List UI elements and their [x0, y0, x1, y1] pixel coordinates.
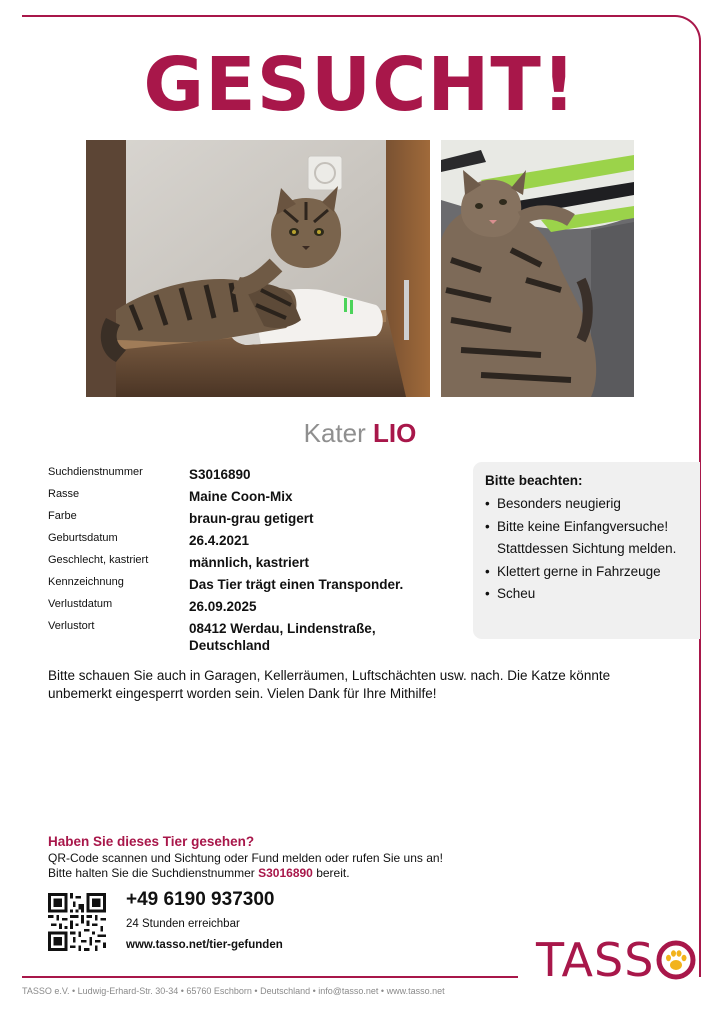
contact-section	[48, 833, 508, 881]
page-frame-bottom-line	[22, 976, 518, 978]
detail-label: Verlustdatum	[48, 598, 113, 610]
detail-row-breed	[48, 486, 468, 508]
detail-label: Verlustort	[48, 620, 95, 632]
detail-label: Rasse	[48, 488, 80, 500]
pet-kind: Kater	[303, 418, 366, 448]
detail-label: Geburtsdatum	[48, 532, 118, 544]
tasso-logo-text: TASS	[536, 933, 655, 987]
detail-label: Kennzeichnung	[48, 576, 124, 588]
pet-name	[0, 418, 720, 448]
phone-number[interactable]: +49 6190 937300	[126, 889, 275, 910]
appeal-text: Bitte schauen Sie auch in Garagen, Kellerräumen, Luftschächten usw. nach. Die Katze könnte unbemerkt eingesperrt worden sein. Vielen Dank für Ihre Mithilfe!	[48, 668, 611, 701]
cat-photo-blanket	[441, 140, 634, 397]
detail-value: braun-grau getigert	[189, 511, 314, 526]
detail-row-search-number	[48, 464, 468, 486]
detail-value: S3016890	[189, 467, 251, 482]
notice-list	[485, 493, 700, 606]
cat-photo-shelf	[86, 140, 430, 397]
detail-value: 26.4.2021	[189, 533, 250, 548]
detail-row-sex	[48, 552, 468, 574]
found-pet-link[interactable]: www.tasso.net/tier-gefunden	[126, 939, 283, 951]
notice-title: Bitte beachten:	[485, 473, 583, 488]
detail-row-identification	[48, 574, 468, 596]
contact-line-2	[48, 866, 508, 881]
details-table	[48, 464, 468, 662]
pet-name-value: LIO	[373, 418, 417, 448]
contact-line-2-after: bereit.	[312, 866, 350, 880]
notice-item: • Besonders neugierig	[485, 493, 700, 516]
headline: GESUCHT!	[143, 42, 577, 128]
tasso-logo	[536, 933, 697, 987]
notice-box	[473, 462, 700, 639]
notice-item: • Klettert gerne in Fahrzeuge	[485, 561, 700, 584]
detail-row-color	[48, 508, 468, 530]
detail-value: 26.09.2025	[189, 599, 257, 614]
detail-label: Geschlecht, kastriert	[48, 554, 149, 566]
detail-label: Suchdienstnummer	[48, 466, 143, 478]
notice-item: • Bitte keine Einfangversuche! Stattdessen Sichtung melden.	[485, 516, 700, 561]
contact-line-1: QR-Code scannen und Sichtung oder Fund melden oder rufen Sie uns an!	[48, 851, 443, 865]
detail-value: Maine Coon-Mix	[189, 489, 293, 504]
detail-row-loss-date	[48, 596, 468, 618]
detail-row-birthdate	[48, 530, 468, 552]
detail-label: Farbe	[48, 510, 77, 522]
contact-line-2-before: Bitte halten Sie die Suchdienstnummer	[48, 866, 259, 880]
paw-icon	[655, 939, 697, 981]
footer-address: TASSO e.V. • Ludwig-Erhard-Str. 30-34 • 65760 Eschborn • Deutschland • info@tasso.net • www.tasso.net	[22, 986, 445, 996]
contact-title: Haben Sie dieses Tier gesehen?	[48, 834, 255, 849]
notice-item: • Scheu	[485, 583, 700, 606]
detail-value: 08412 Werdau, Lindenstraße, Deutschland	[189, 621, 376, 653]
detail-value: Das Tier trägt einen Transponder.	[189, 577, 404, 592]
qr-code[interactable]	[48, 893, 106, 951]
availability-text: 24 Stunden erreichbar	[126, 918, 240, 930]
contact-search-number: S3016890	[258, 866, 313, 880]
detail-value: männlich, kastriert	[189, 555, 310, 570]
detail-row-loss-place	[48, 618, 468, 662]
